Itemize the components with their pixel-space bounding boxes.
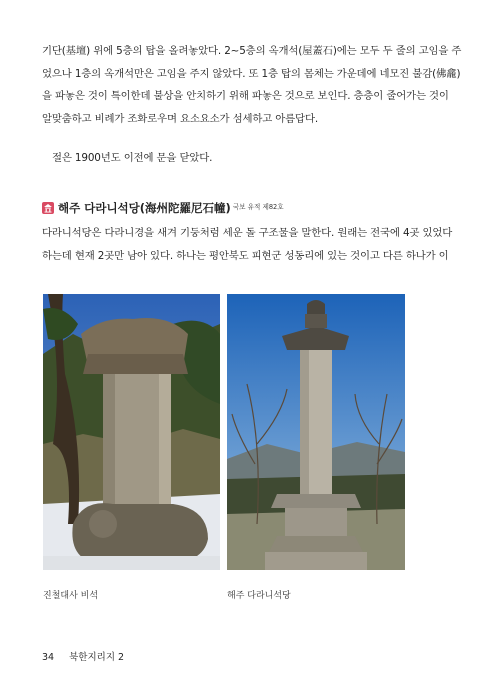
intro-paragraph (42, 40, 460, 130)
intro-line: 알맞춤하고 비례가 조화로우며 요소요소가 섬세하고 아름답다. (42, 112, 318, 125)
temple-icon (42, 202, 54, 214)
section-subtitle: 국보 유적 제82호 (232, 203, 284, 211)
stele-photo (43, 294, 220, 570)
intro-line: 을 파놓은 것이 특이한데 불상을 안치하기 위해 파놓은 것으로 보인다. 층층이 줄어가는 것이 (42, 90, 449, 102)
figure-caption: 해주 다라니석당 (227, 591, 291, 601)
intro-line: 었으나 1층의 옥개석만은 고임을 주지 않았다. 또 1층 탑의 몸체는 가운데에 네모진 불감(佛龕) (42, 67, 461, 80)
section-heading (42, 200, 284, 216)
dharani-pillar-photo (227, 294, 405, 570)
section-line: 다라니석당은 다라니경을 새겨 기둥처럼 세운 돌 구조물을 말한다. 원래는 전국에 4곳 있었다 (42, 227, 453, 239)
page-footer (42, 649, 124, 663)
section-title: 해주 다라니석당(海州陀羅尼石幢) (58, 201, 231, 215)
intro-line: 기단(基壇) 위에 5층의 탑을 올려놓았다. 2∼5층의 옥개석(屋蓋石)에는 모두 두 줄의 고임을 주 (42, 45, 462, 57)
figure-caption: 진철대사 비석 (43, 591, 99, 601)
section-paragraph (42, 222, 460, 267)
closing-sentence: 절은 1900년도 이전에 문을 닫았다. (52, 152, 213, 164)
section-line: 하는데 현재 2곳만 남아 있다. 하나는 평안북도 피현군 성동리에 있는 것이고 다른 하나가 이 (42, 249, 449, 262)
page-number: 34 (42, 652, 55, 663)
book-title: 북한지리지 2 (69, 652, 125, 663)
